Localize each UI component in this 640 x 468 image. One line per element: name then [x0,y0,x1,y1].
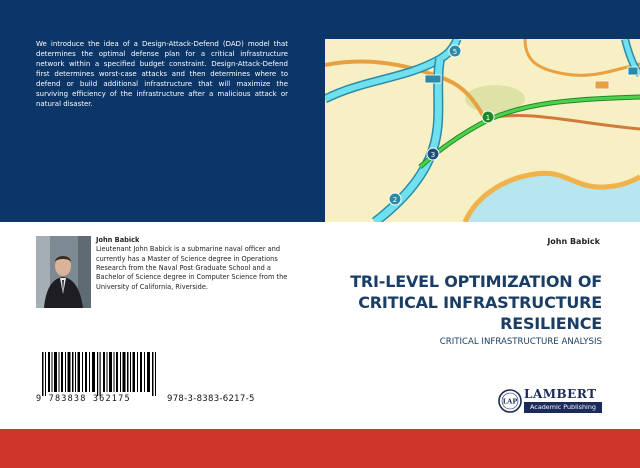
title-line: TRI-LEVEL OPTIMIZATION OF [350,272,602,291]
barcode-bars [42,352,160,396]
publisher-name: LAMBERT [524,387,597,401]
front-author-name: John Babick [547,237,600,246]
author-photo [36,236,91,308]
isbn-number: 978-3-8383-6217-5 [167,394,255,404]
title-line: CRITICAL INFRASTRUCTURE [358,293,602,312]
author-bio-block [96,236,296,292]
lap-seal-text: LAP [502,397,518,406]
highway-marker: 5 [452,48,458,56]
title-line: RESILIENCE [500,314,602,333]
cover-map-illustration [325,39,640,222]
book-subtitle: CRITICAL INFRASTRUCTURE ANALYSIS [439,337,602,347]
barcode-digits: 9 783838 362175 [36,394,131,404]
highway-marker: 2 [392,196,398,204]
book-title [332,271,602,334]
publisher-logo [498,386,604,418]
bio-author-name: John Babick [96,236,140,244]
highway-marker: 1 [485,114,491,122]
bio-text: Lieutenant John Babick is a submarine naval officer and currently has a Master of Science degree in Operations Research from the Naval Post Graduate School and a Bachelor of Science degree in Computer Science from the University of California, Riverside. [96,245,288,291]
highway-marker: 3 [430,151,436,159]
isbn-barcode [36,352,255,404]
publisher-tagline: Academic Publishing [524,402,602,413]
back-cover-blurb: We introduce the idea of a Design-Attack-Defend (DAD) model that determines the optimal defense plan for a critical infrastructure network within a specified budget constraint. Design-Attack-Defend first determines worst-case attacks and then determines where to defend or build additional infrastructure that will maximize the surviving efficiency of the infrastructure after a malicious attack or natural disaster. [36,40,288,108]
cover-bottom-band [0,429,640,468]
lap-seal-icon [498,388,522,414]
